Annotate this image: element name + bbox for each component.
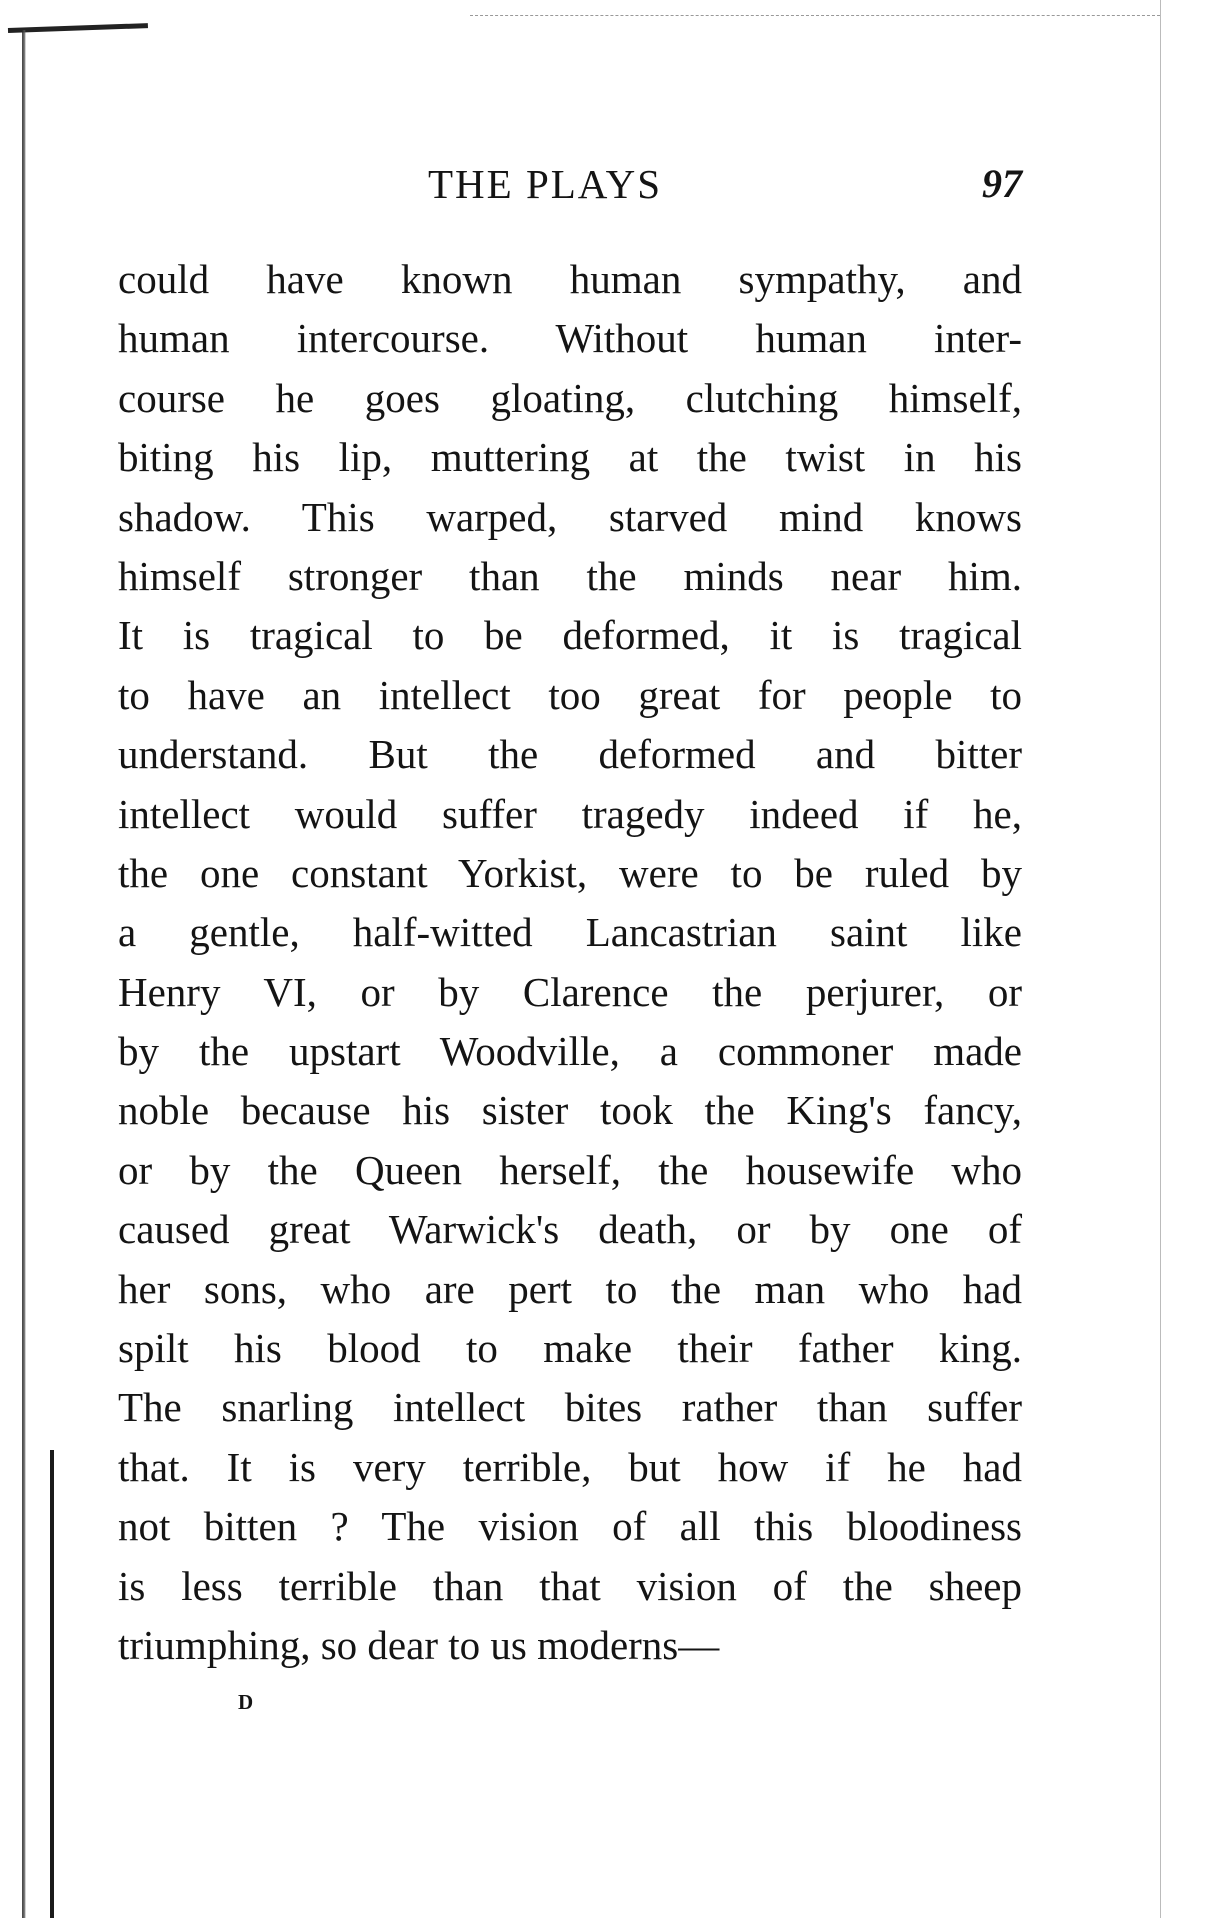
- text-line: spilt his blood to make their father king.: [118, 1325, 1022, 1372]
- text-line: human intercourse. Without human inter-: [118, 315, 1022, 362]
- text-line: understand. But the deformed and bitter: [118, 731, 1022, 778]
- text-line: Henry VI, or by Clarence the perjurer, or: [118, 968, 1022, 1015]
- text-line: biting his lip, muttering at the twist in his: [118, 434, 1022, 481]
- page-number: 97: [982, 161, 1022, 206]
- text-line: triumphing, so dear to us moderns—: [118, 1621, 720, 1668]
- text-line: himself stronger than the minds near him.: [118, 552, 1022, 599]
- scan-top-rule: [470, 15, 1160, 17]
- text-line: intellect would suffer tragedy indeed if he,: [118, 790, 1022, 837]
- body-text: [118, 250, 1022, 1675]
- text-line: could have known human sympathy, and: [118, 256, 1022, 302]
- text-line: to have an intellect too great for people to: [118, 671, 1022, 718]
- text-line: or by the Queen herself, the housewife who: [118, 1146, 1022, 1193]
- text-line: not bitten ? The vision of all this bloodiness: [118, 1503, 1022, 1550]
- text-line: It is tragical to be deformed, it is tragical: [118, 612, 1022, 659]
- binding-edge: [22, 30, 26, 1918]
- text-line: the one constant Yorkist, were to be ruled by: [118, 849, 1022, 896]
- text-line: course he goes gloating, clutching himself,: [118, 374, 1022, 421]
- scan-corner-mark: [8, 23, 148, 33]
- running-head: THE PLAYS: [428, 161, 663, 207]
- text-line: a gentle, half-witted Lancastrian saint like: [118, 909, 1022, 956]
- text-line: that. It is very terrible, but how if he had: [118, 1443, 1022, 1490]
- text-line: noble because his sister took the King's fancy,: [118, 1087, 1022, 1134]
- text-line: is less terrible than that vision of the sheep: [118, 1562, 1022, 1609]
- binding-edge-lower: [50, 1450, 54, 1918]
- text-line: caused great Warwick's death, or by one of: [118, 1206, 1022, 1253]
- text-line: her sons, who are pert to the man who had: [118, 1265, 1022, 1312]
- page-right-edge: [1160, 0, 1162, 1918]
- text-line: shadow. This warped, starved mind knows: [118, 493, 1022, 540]
- signature-mark: D: [238, 1690, 255, 1714]
- page-header: [118, 160, 1022, 210]
- text-line: by the upstart Woodville, a commoner made: [118, 1028, 1022, 1075]
- text-line: The snarling intellect bites rather than suffer: [118, 1384, 1022, 1431]
